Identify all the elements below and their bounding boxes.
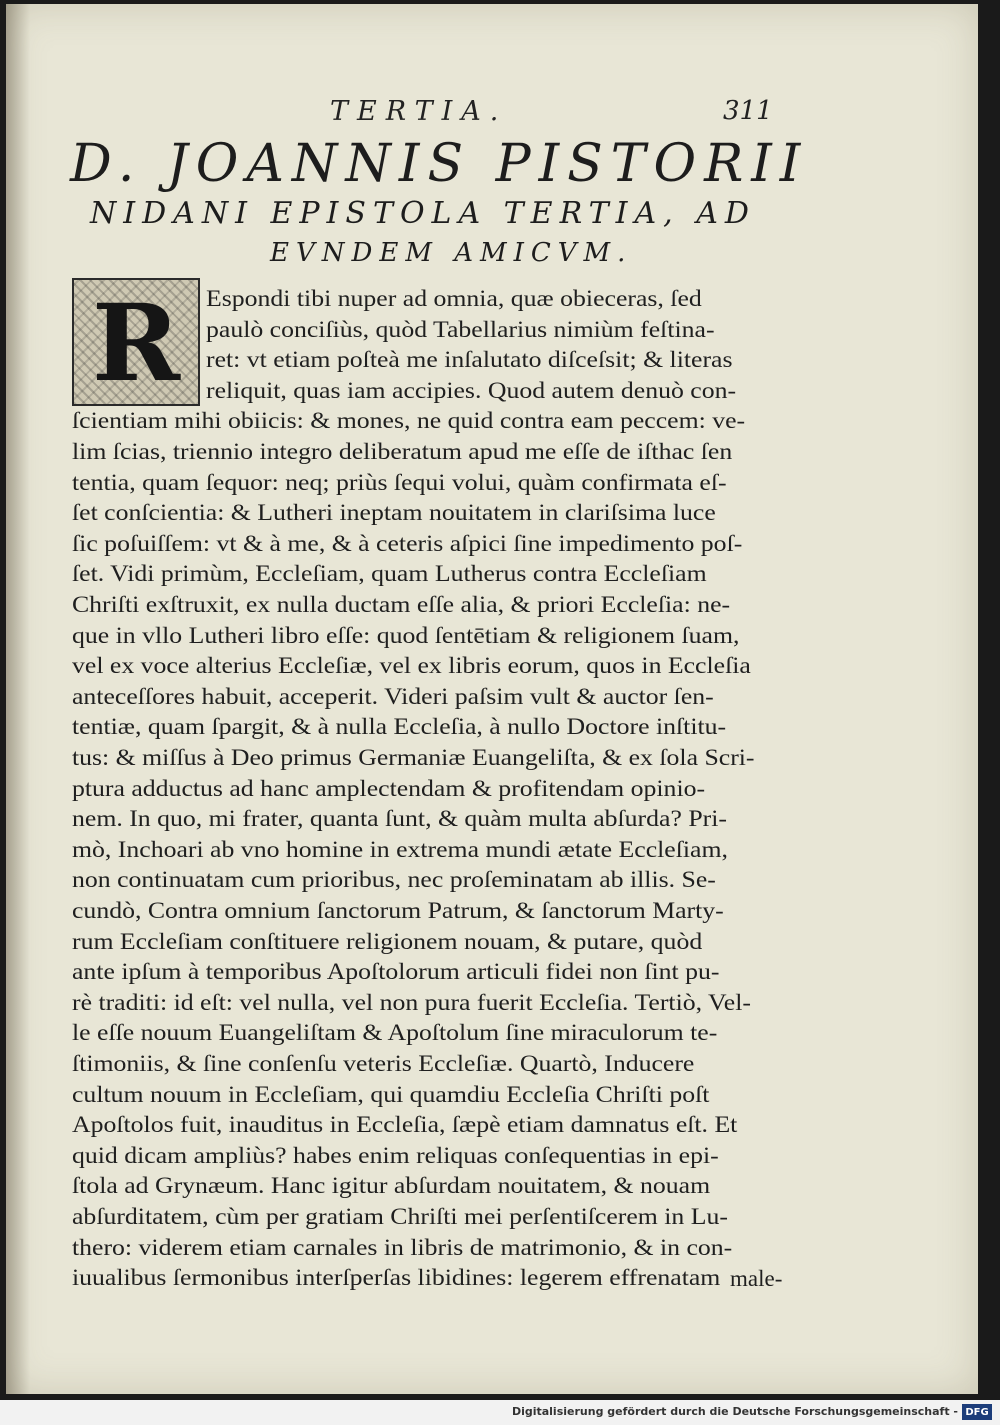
- body-line: ante ipſum à temporibus Apoſtolorum articuli fidei non ſint pu-: [72, 959, 720, 985]
- body-line: non continuatam cum prioribus, nec proſeminatam ab illis. Se-: [72, 867, 716, 893]
- body-line: ſtimoniis, & ſine conſenſu veteris Eccleſiæ. Quartò, Inducere: [72, 1051, 695, 1076]
- body-line: abſurditatem, cùm per gratiam Chriſti mei perſentiſcerem in Lu-: [72, 1204, 728, 1229]
- body-line: que in vllo Lutheri libro eſſe: quod ſentētiam & religionem ſuam,: [72, 622, 740, 648]
- body-line: vel ex voce alterius Eccleſiæ, vel ex libris eorum, quos in Eccleſia: [72, 653, 751, 679]
- catchword: male-: [730, 1266, 783, 1291]
- decorated-initial: [72, 278, 200, 406]
- body-line: rè traditi: id eſt: vel nulla, vel non pura fuerit Eccleſia. Tertiò, Vel-: [72, 989, 751, 1015]
- body-line: quid dicam ampliùs? habes enim reliquas conſequentias in epi-: [72, 1142, 719, 1168]
- body-line: Apoſtolos fuit, inauditus in Eccleſia, ſæpè etiam damnatus eſt. Et: [72, 1112, 738, 1138]
- body-line: ret: vt etiam poſteà me inſalutato diſceſsit; & literas: [206, 347, 733, 373]
- body-line: ſtola ad Grynæum. Hanc igitur abſurdam nouitatem, & nouam: [72, 1173, 711, 1199]
- title-line-3: EVNDEM AMICVM.: [270, 238, 633, 268]
- body-line: le eſſe nouum Euangeliſtam & Apoſtolum ſine miraculorum te-: [72, 1020, 718, 1046]
- body-line: paulò conciſiùs, quòd Tabellarius nimiùm feſtina-: [206, 316, 715, 342]
- body-line: tentiæ, quam ſpargit, & à nulla Eccleſia, à nullo Doctore inſtitu-: [72, 714, 727, 740]
- body-line: tus: & miſſus à Deo primus Germaniæ Euangeliſta, & ex ſola Scri-: [72, 745, 755, 770]
- body-line: rum Eccleſiam conſtituere religionem nouam, & putare, quòd: [72, 928, 703, 954]
- footer-bar: [0, 1400, 1000, 1425]
- body-line: thero: viderem etiam carnales in libris de matrimonio, & in con-: [72, 1234, 733, 1260]
- body-line: ſet conſcientia: & Lutheri ineptam nouitatem in clariſsima luce: [72, 500, 716, 526]
- body-line: nem. In quo, mi frater, quanta ſunt, & quàm multa abſurda? Pri-: [72, 806, 727, 832]
- body-line: iuualibus ſermonibus interſperſas libidines: legerem effrenatam: [72, 1265, 721, 1291]
- body-line: ſet. Vidi primùm, Eccleſiam, quam Lutherus contra Eccleſiam: [72, 561, 707, 587]
- page-number: 311: [723, 96, 773, 126]
- body-line: reliquit, quas iam accipies. Quod autem denuò con-: [206, 377, 737, 403]
- body-line: Espondi tibi nuper ad omnia, quæ obieceras, ſed: [206, 286, 702, 311]
- body-line: cundò, Contra omnium ſanctorum Patrum, & ſanctorum Marty-: [72, 898, 724, 923]
- footer-credit: Digitalisierung gefördert durch die Deutsche Forschungsgemeinschaft -: [511, 1405, 958, 1418]
- body-line: lim ſcias, triennio integro deliberatum apud me eſſe de iſthac ſen: [72, 439, 733, 464]
- body-line: mò, Inchoari ab vno homine in extrema mundi ætate Eccleſiam,: [72, 836, 728, 862]
- title-line-1: D. JOANNIS PISTORII: [70, 134, 809, 194]
- body-line: ſic poſuiſſem: vt & à me, & à ceteris aſpici ſine impedimento poſ-: [72, 530, 743, 556]
- body-line: Chriſti exſtruxit, ex nulla ductam eſſe alia, & priori Eccleſia: ne-: [72, 592, 731, 617]
- body-line: ſcientiam mihi obiicis: & mones, ne quid contra eam peccem: ve-: [72, 408, 746, 434]
- gutter-shadow: [6, 4, 30, 1394]
- title-line-2: NIDANI EPISTOLA TERTIA, AD: [90, 196, 756, 231]
- body-line: cultum nouum in Eccleſiam, qui quamdiu Eccleſia Chriſti poſt: [72, 1081, 710, 1107]
- body-line: anteceſſores habuit, acceperit. Videri paſsim vult & auctor ſen-: [72, 683, 714, 709]
- body-line: ptura adductus ad hanc amplectendam & profitendam opinio-: [72, 775, 706, 801]
- body-line: tentia, quam ſequor: neq; priùs ſequi volui, quàm confirmata eſ-: [72, 469, 727, 495]
- initial-letter: R: [91, 279, 181, 405]
- dfg-logo: DFG: [962, 1404, 992, 1420]
- running-head: TERTIA.: [330, 96, 508, 127]
